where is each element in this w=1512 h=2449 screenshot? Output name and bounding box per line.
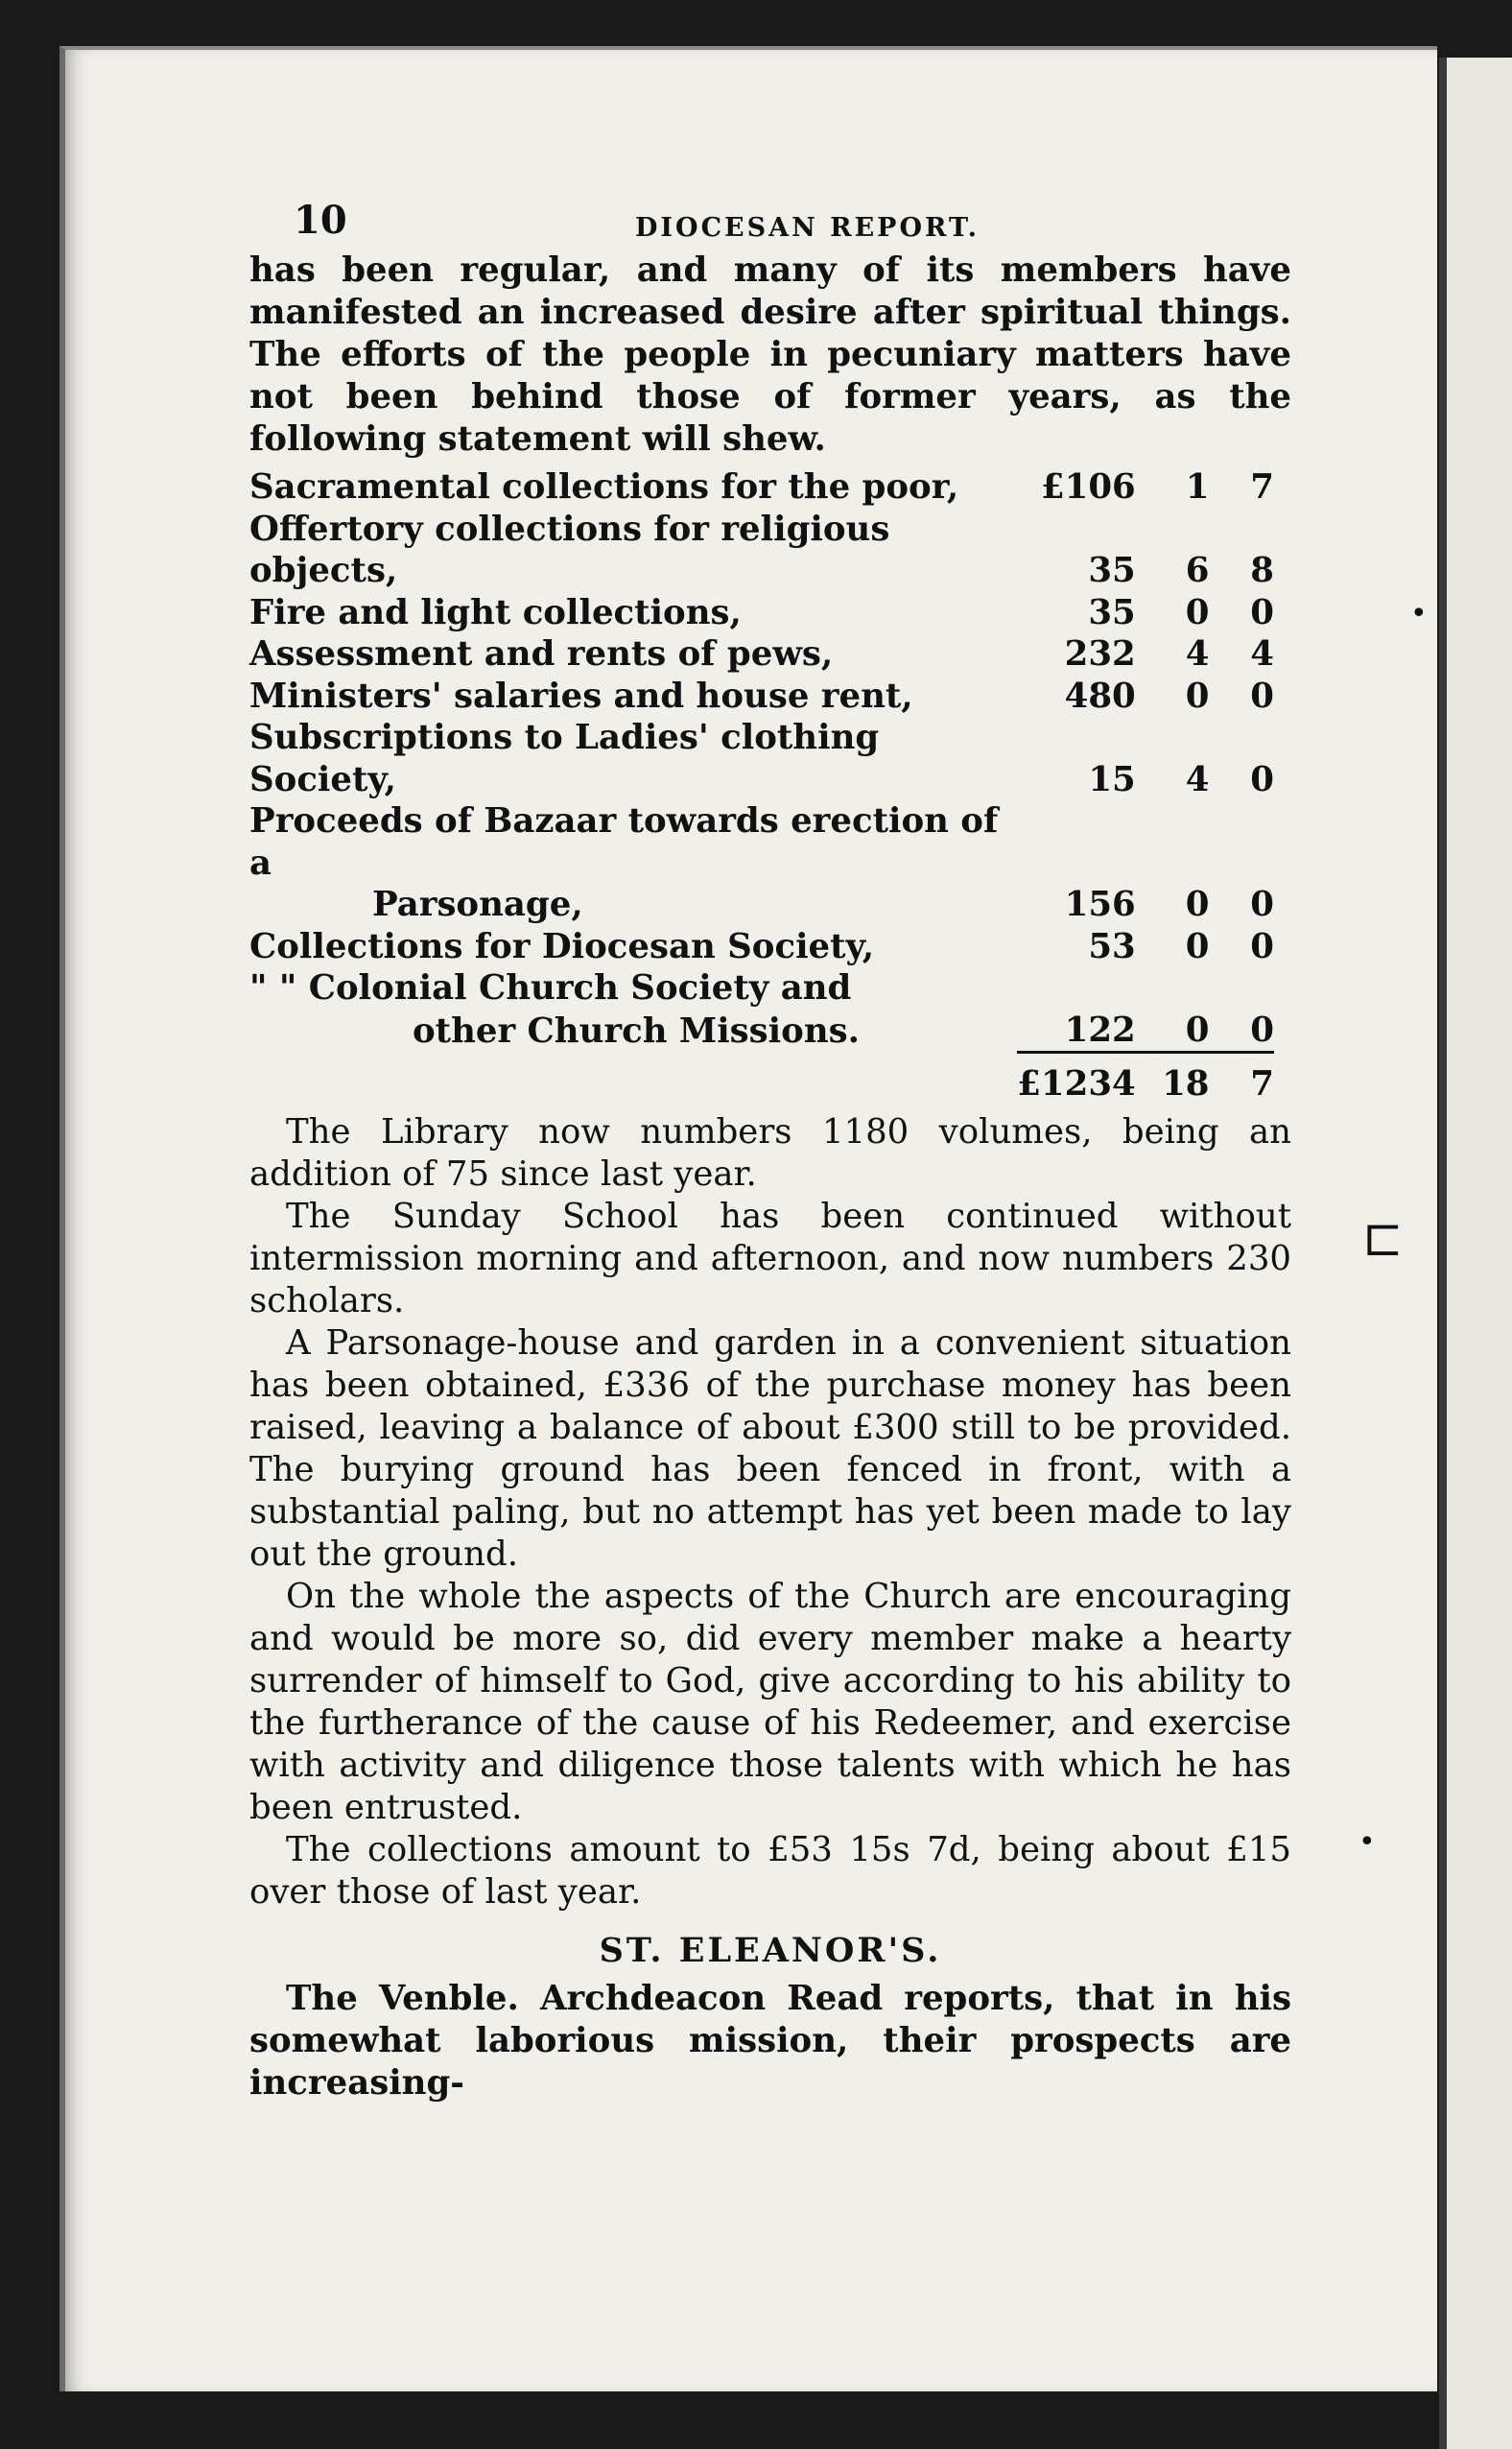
total-pence: 7 bbox=[1209, 1053, 1274, 1106]
ledger-pence bbox=[1209, 800, 1274, 884]
facing-page-edge bbox=[1439, 58, 1512, 2449]
total-shillings: 18 bbox=[1136, 1053, 1210, 1106]
sunday-school-paragraph: The Sunday School has been continued without intermission morning and afternoon, and now numbers 230 scholars. bbox=[249, 1196, 1291, 1320]
parsonage-paragraph: A Parsonage-house and garden in a convenient situation has been obtained, £336 of the purchase money has been raised, leaving a balance of about £300 still to be provided. The burying ground has been fenced in front, with a substantial paling, but no attempt has yet been made to lay out the ground. bbox=[249, 1322, 1291, 1574]
ledger-label: Fire and light collections, bbox=[249, 592, 742, 632]
ledger-pence: 0 bbox=[1250, 926, 1274, 966]
ledger-shillings bbox=[1136, 967, 1210, 1010]
ledger-total-spacer bbox=[249, 1053, 1017, 1106]
ledger-pence: 8 bbox=[1250, 551, 1274, 590]
ledger-pence: 0 bbox=[1250, 592, 1274, 632]
running-title: DIOCESAN REPORT. bbox=[635, 213, 980, 243]
collections-table bbox=[249, 466, 1274, 1106]
ledger-pounds: 232 bbox=[1064, 634, 1136, 674]
ledger-row bbox=[249, 1010, 1274, 1053]
ledger-shillings: 0 bbox=[1185, 592, 1210, 632]
ledger-pence: 0 bbox=[1250, 885, 1274, 924]
total-pounds: £1234 bbox=[1017, 1053, 1136, 1106]
ledger-label: Offertory collections for religious objects, bbox=[249, 509, 890, 590]
ledger-label: Parsonage, bbox=[372, 885, 583, 924]
ledger-pence: 7 bbox=[1250, 467, 1274, 507]
ledger-pounds: 480 bbox=[1064, 676, 1136, 716]
ledger-label: Ministers' salaries and house rent, bbox=[249, 676, 913, 716]
ledger-row bbox=[249, 676, 1274, 718]
ledger-row bbox=[249, 967, 1274, 1010]
ledger-shillings: 0 bbox=[1185, 926, 1210, 966]
section-heading: ST. ELEANOR'S. bbox=[599, 1930, 942, 1970]
ledger-pounds: 35 bbox=[1088, 551, 1136, 590]
ledger-row bbox=[249, 717, 1274, 800]
ledger-row bbox=[249, 466, 1274, 509]
library-paragraph: The Library now numbers 1180 volumes, being an addition of 75 since last year. bbox=[249, 1111, 1291, 1194]
ledger-pounds: £106 bbox=[1040, 467, 1136, 507]
ledger-shillings: 4 bbox=[1185, 634, 1210, 674]
ledger-pounds: 156 bbox=[1064, 885, 1136, 924]
ledger-shillings bbox=[1136, 800, 1210, 884]
ledger-label: Collections for Diocesan Society, bbox=[249, 926, 875, 966]
ledger-label: other Church Missions. bbox=[413, 1011, 860, 1051]
ledger-label: Assessment and rents of pews, bbox=[249, 634, 834, 674]
ledger-pence: 0 bbox=[1250, 1010, 1274, 1050]
ledger-total-row bbox=[249, 1053, 1274, 1106]
ledger-pounds: 122 bbox=[1064, 1010, 1136, 1050]
ledger-shillings: 4 bbox=[1185, 759, 1210, 799]
ledger-shillings: 0 bbox=[1185, 676, 1210, 716]
ledger-pence: 0 bbox=[1250, 759, 1274, 799]
intro-paragraph: has been regular, and many of its members have manifested an increased desire after spiritual things. The efforts of the people in pecuniary matters have not been behind those of former years, as the following statement will shew. bbox=[249, 250, 1291, 459]
ledger-shillings: 1 bbox=[1185, 467, 1210, 507]
page-header bbox=[249, 192, 1291, 250]
ledger-pounds: 15 bbox=[1088, 759, 1136, 799]
ledger-shillings: 0 bbox=[1185, 1010, 1210, 1050]
ledger-label: " " Colonial Church Society and bbox=[249, 968, 852, 1008]
ledger-pence bbox=[1209, 967, 1274, 1010]
margin-mark: • bbox=[1410, 597, 1428, 630]
ledger-pounds: 53 bbox=[1088, 926, 1136, 966]
page-number: 10 bbox=[294, 198, 347, 243]
ledger-pounds: 35 bbox=[1088, 592, 1136, 632]
ledger-row bbox=[249, 884, 1274, 926]
ledger-row bbox=[249, 633, 1274, 676]
collections-paragraph: The collections amount to £53 15s 7d, being about £15 over those of last year. bbox=[249, 1829, 1291, 1912]
margin-mark: • bbox=[1358, 1825, 1376, 1859]
ledger-row bbox=[249, 926, 1274, 968]
closing-paragraph: The Venble. Archdeacon Read reports, that in his somewhat laborious mission, their prospects are increasing- bbox=[249, 1978, 1291, 2103]
church-aspects-paragraph: On the whole the aspects of the Church are encouraging and would be more so, did every member make a hearty surrender of himself to God, give according to his ability to the furtherance of the cause of his Redeemer, and exercise with activity and diligence those talents with which he has been entrusted. bbox=[249, 1576, 1291, 1827]
ledger-row bbox=[249, 800, 1274, 884]
ledger-pounds bbox=[1017, 800, 1136, 884]
ledger-label: Sacramental collections for the poor, bbox=[249, 467, 959, 507]
ledger-label: Subscriptions to Ladies' clothing Society, bbox=[249, 718, 880, 799]
ledger-pounds bbox=[1017, 967, 1136, 1010]
ledger-row bbox=[249, 592, 1274, 634]
ledger-row bbox=[249, 509, 1274, 592]
ledger-shillings: 6 bbox=[1185, 551, 1210, 590]
ledger-label: Proceeds of Bazaar towards erection of a bbox=[249, 801, 999, 883]
page-content bbox=[249, 192, 1291, 2104]
ledger-pence: 4 bbox=[1250, 634, 1274, 674]
ledger-shillings: 0 bbox=[1185, 885, 1210, 924]
margin-bracket-mark: ⊏ bbox=[1362, 1211, 1404, 1267]
ledger-pence: 0 bbox=[1250, 676, 1274, 716]
